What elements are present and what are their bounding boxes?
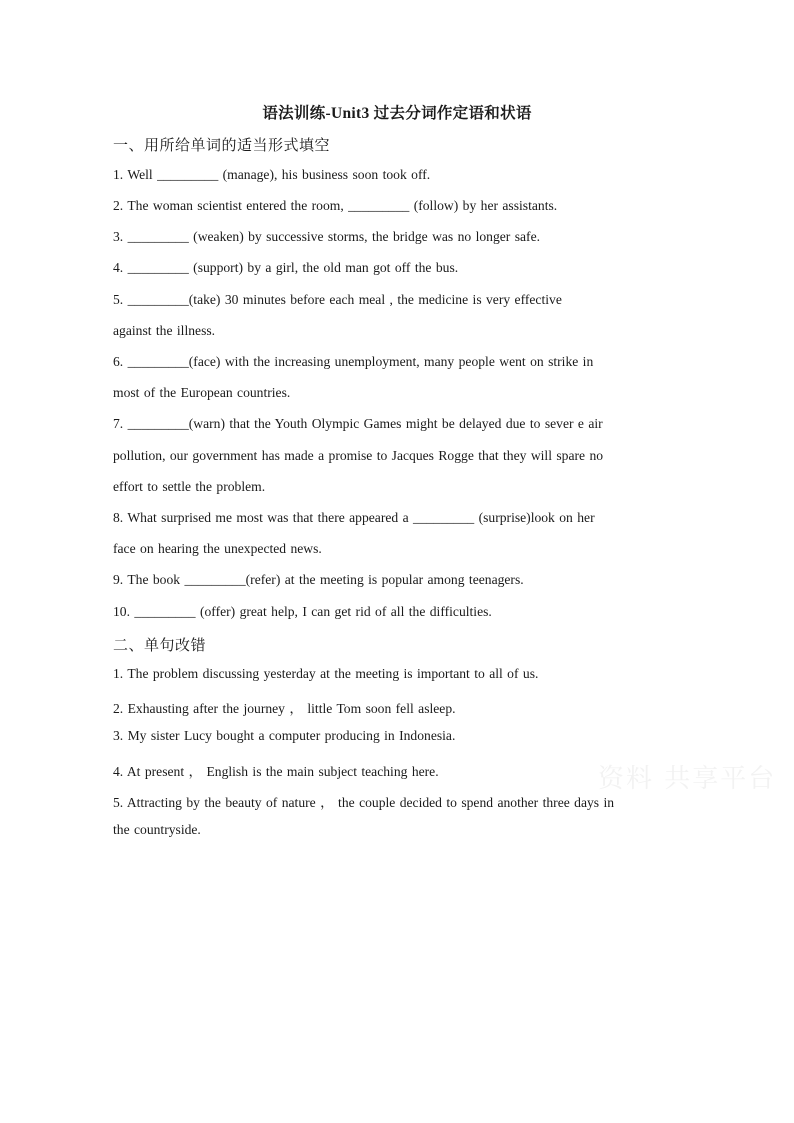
section2-heading: 二、单句改错 xyxy=(113,638,207,654)
exercise-line: 10. _________ (offer) great help, I can get rid of all the difficulties. xyxy=(113,604,492,619)
exercise-line: against the illness. xyxy=(113,323,216,338)
page-title: 语法训练-Unit3 过去分词作定语和状语 xyxy=(262,105,532,122)
exercise-line: face on hearing the unexpected news. xyxy=(113,541,322,556)
correction-line: 3. My sister Lucy bought a computer producing in Indonesia. xyxy=(113,728,456,743)
exercise-line: 7. _________(warn) that the Youth Olympic Games might be delayed due to sever e air xyxy=(113,416,603,431)
watermark: 资料 共享平台 xyxy=(598,764,777,794)
exercise-line: pollution, our government has made a promise to Jacques Rogge that they will spare no xyxy=(113,448,604,463)
exercise-line: 3. _________ (weaken) by successive storms, the bridge was no longer safe. xyxy=(113,229,541,244)
correction-line: 1. The problem discussing yesterday at the meeting is important to all of us. xyxy=(113,666,539,681)
section1-heading: 一、用所给单词的适当形式填空 xyxy=(113,138,331,154)
exercise-line: 6. _________(face) with the increasing unemployment, many people went on strike in xyxy=(113,354,594,369)
exercise-line: 1. Well _________ (manage), his business soon took off. xyxy=(113,167,431,182)
exercise-line: most of the European countries. xyxy=(113,385,291,400)
exercise-line: effort to settle the problem. xyxy=(113,479,266,494)
correction-line: 4. At present ， English is the main subject teaching here. xyxy=(113,764,439,779)
exercise-line: 8. What surprised me most was that there appeared a _________ (surprise)look on her xyxy=(113,510,595,525)
exercise-line: 2. The woman scientist entered the room, _________ (follow) by her assistants. xyxy=(113,198,558,213)
correction-line: 5. Attracting by the beauty of nature ， the couple decided to spend another three days in xyxy=(113,795,615,810)
exercise-line: 4. _________ (support) by a girl, the old man got off the bus. xyxy=(113,260,459,275)
exercise-line: 5. _________(take) 30 minutes before each meal , the medicine is very effective xyxy=(113,292,562,307)
exercise-line: 9. The book _________(refer) at the meeting is popular among teenagers. xyxy=(113,572,524,587)
correction-line: 2. Exhausting after the journey ， little Tom soon fell asleep. xyxy=(113,701,456,716)
correction-line: the countryside. xyxy=(113,822,201,837)
